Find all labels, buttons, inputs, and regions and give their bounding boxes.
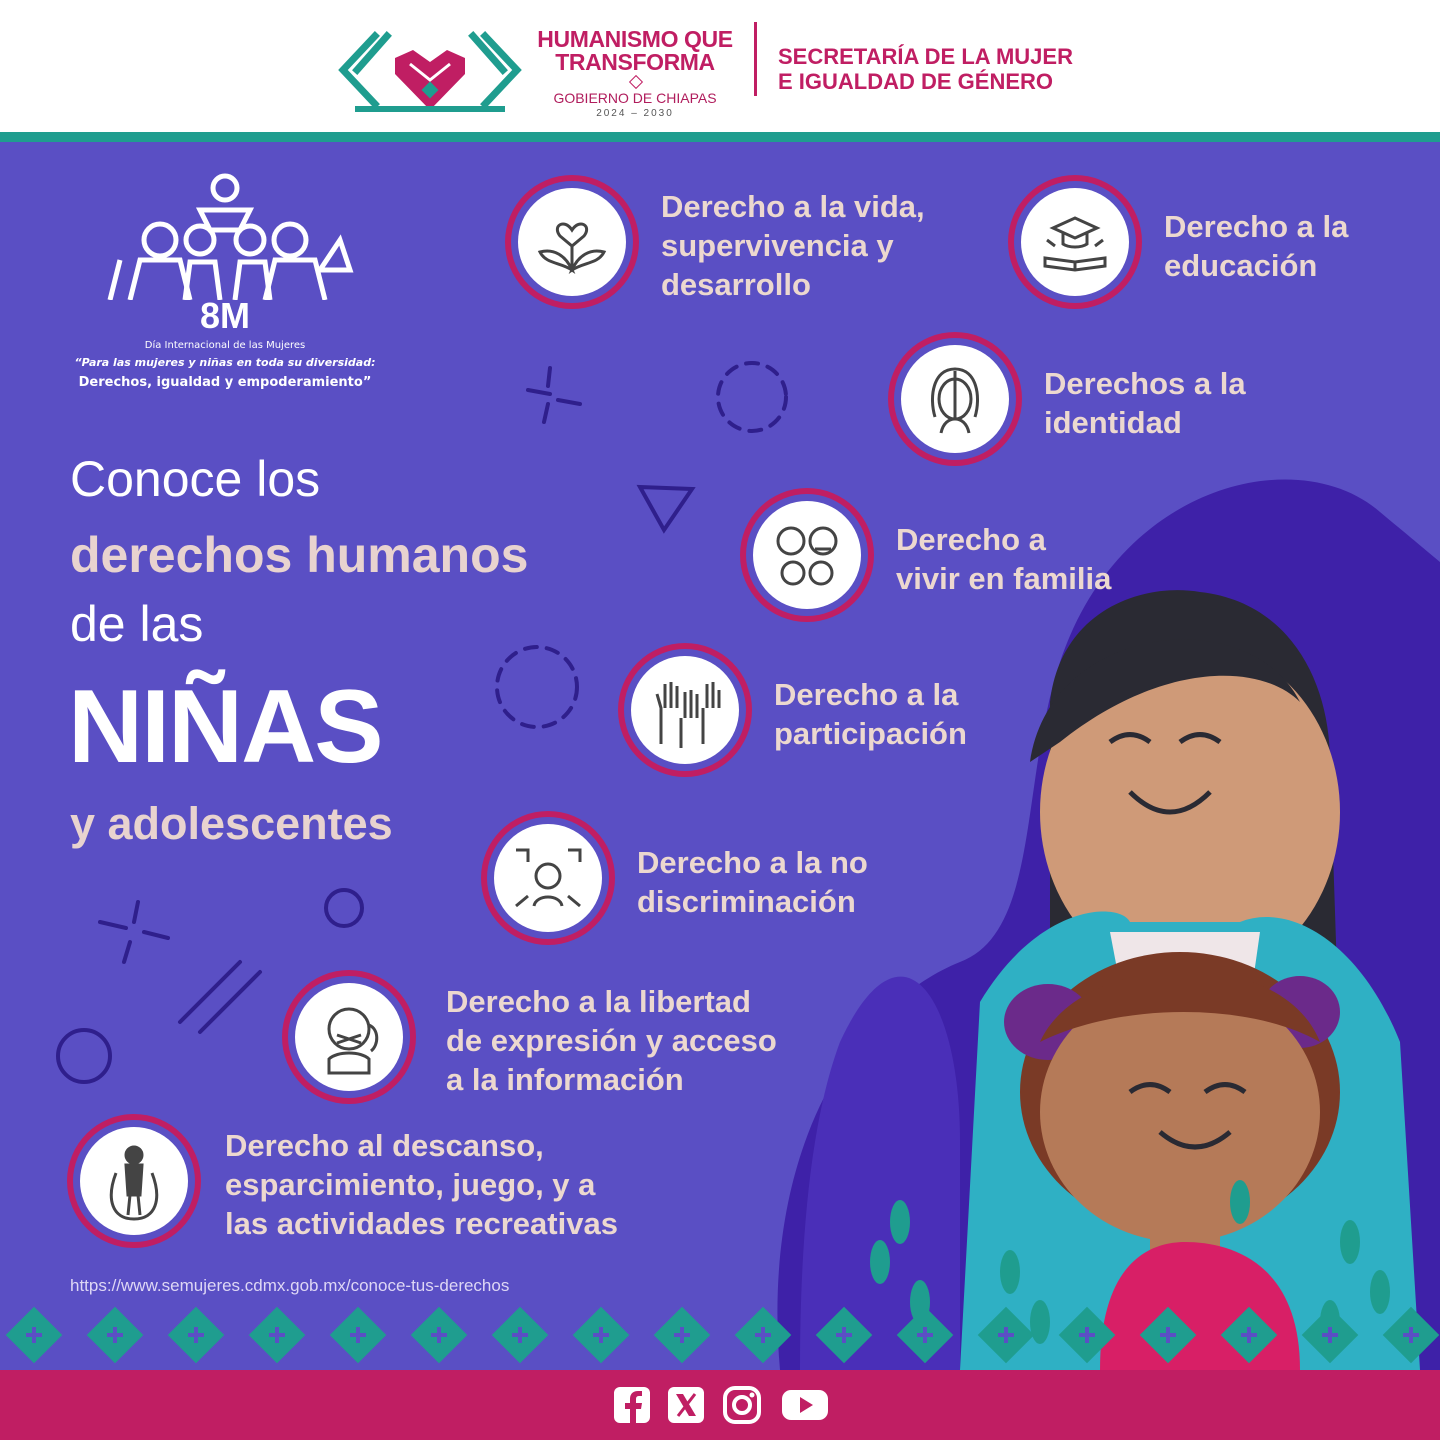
- instagram-icon[interactable]: [722, 1385, 762, 1425]
- 8m-logo: [60, 170, 390, 400]
- headline-line-2: derechos humanos: [70, 527, 529, 583]
- headline-line-3: de las: [70, 596, 204, 652]
- 8m-day-label: Día Internacional de las Mujeres: [144, 340, 306, 351]
- right-recreation-line-1: Derecho al descanso,: [225, 1128, 544, 1163]
- right-expression-line-3: a la información: [446, 1062, 684, 1097]
- right-recreation-line-3: las actividades recreativas: [225, 1206, 618, 1241]
- raised-hands-icon: [643, 668, 727, 752]
- footer-bar: [0, 1370, 1440, 1440]
- right-expression-line-1: Derecho a la libertad: [446, 984, 751, 1019]
- right-family-line-2: vivir en familia: [896, 561, 1112, 596]
- right-non-discrimination-line-2: discriminación: [637, 884, 856, 919]
- header-rule: [0, 132, 1440, 142]
- header-bar: [0, 0, 1440, 132]
- right-recreation-line-2: esparcimiento, juego, y a: [225, 1167, 596, 1202]
- right-life-line-3: desarrollo: [661, 267, 811, 302]
- header-divider: [754, 22, 757, 96]
- right-non-discrimination-line-1: Derecho a la no: [637, 845, 868, 880]
- heart-plant-icon: [530, 200, 614, 284]
- brand-line-3: GOBIERNO DE CHIAPAS: [553, 90, 717, 106]
- headline-ninas: NIÑAS: [68, 669, 382, 785]
- secretaria-title: [778, 44, 1073, 94]
- youtube-icon[interactable]: [780, 1385, 830, 1425]
- right-life-line-2: supervivencia y: [661, 228, 894, 263]
- identity-face-icon: [913, 357, 997, 441]
- right-education-line-2: educación: [1164, 248, 1318, 283]
- 8m-title: 8M: [199, 295, 250, 336]
- source-url: https://www.semujeres.cdmx.gob.mx/conoce-tus-derechos: [70, 1276, 510, 1295]
- government-brand: [535, 28, 735, 119]
- headline-line-5: y adolescentes: [70, 798, 393, 849]
- right-life-line-1: Derecho a la vida,: [661, 189, 925, 224]
- right-participation-line-1: Derecho a la: [774, 677, 959, 712]
- secretaria-line-2: E IGUALDAD DE GÉNERO: [778, 69, 1054, 94]
- graduation-book-icon: [1033, 200, 1117, 284]
- 8m-quote-line: “Para las mujeres y niñas en toda su diversidad:: [74, 356, 376, 369]
- women-group-icon: [90, 170, 360, 300]
- brand-line-2: TRANSFORMA: [555, 49, 715, 75]
- right-family-line-1: Derecho a: [896, 522, 1046, 557]
- headline-line-1: Conoce los: [70, 451, 321, 507]
- brand-line-1: HUMANISMO QUE: [537, 26, 733, 52]
- right-education-line-1: Derecho a la: [1164, 209, 1349, 244]
- right-expression-line-2: de expresión y acceso: [446, 1023, 777, 1058]
- jump-rope-icon: [92, 1139, 176, 1223]
- brand-diamond-icon: [629, 75, 643, 89]
- silenced-girl-icon: [307, 995, 391, 1079]
- right-identity-line-2: identidad: [1044, 405, 1182, 440]
- secretaria-line-1: SECRETARÍA DE LA MUJER: [778, 44, 1073, 69]
- right-participation-line-2: participación: [774, 716, 967, 751]
- brand-years: 2024 – 2030: [596, 108, 674, 119]
- non-discrimination-icon: [506, 836, 590, 920]
- family-icon: [765, 513, 849, 597]
- main-panel: [0, 142, 1440, 1370]
- right-identity-line-1: Derechos a la: [1044, 366, 1246, 401]
- facebook-icon[interactable]: [612, 1385, 652, 1425]
- chiapas-logo-icon: [335, 28, 525, 120]
- 8m-motto: Derechos, igualdad y empoderamiento”: [78, 375, 372, 390]
- x-icon[interactable]: [666, 1385, 706, 1425]
- diamond-pattern: [0, 1300, 1440, 1370]
